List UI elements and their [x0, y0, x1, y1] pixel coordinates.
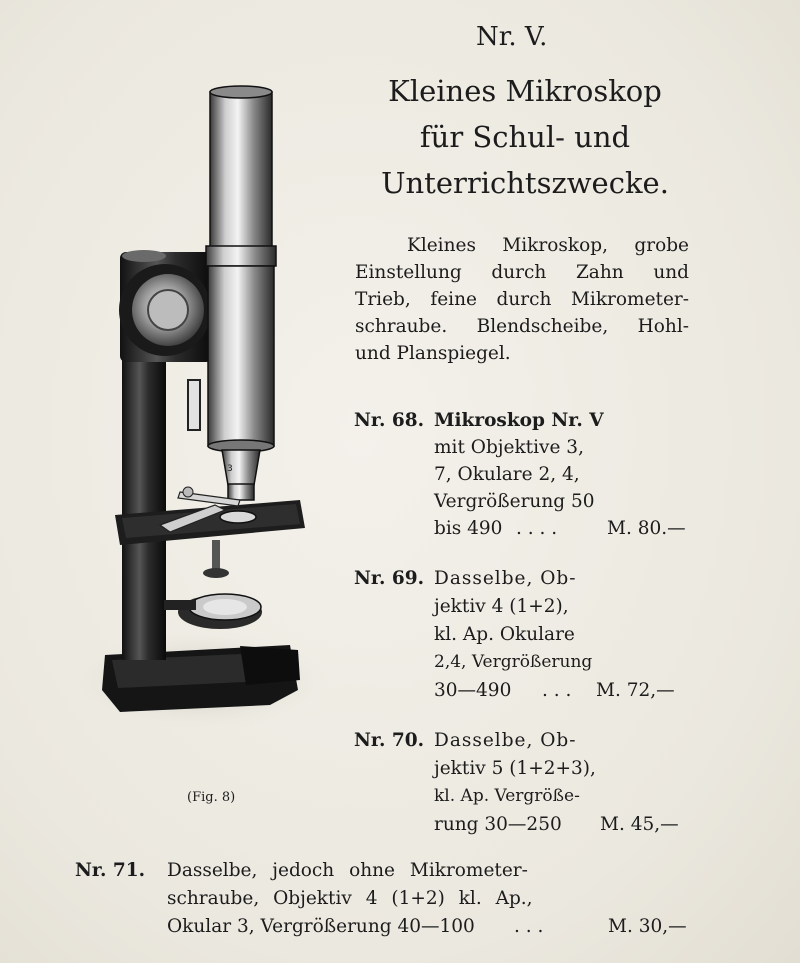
description-line: Einstellung durch Zahn und — [355, 262, 689, 283]
entry-69-line: 2,4, Vergrößerung — [434, 652, 593, 672]
entry-68-line: Mikroskop Nr. V — [434, 410, 604, 431]
entry-70-line: kl. Ap. Vergröße- — [434, 786, 580, 806]
entry-69-line: jektiv 4 (1+2), — [434, 596, 569, 617]
entry-71-price: M. 30,— — [608, 916, 687, 937]
entry-69-price: M. 72,— — [596, 680, 675, 701]
title-line-1: Kleines Mikroskop — [388, 74, 662, 108]
entry-68-line: 7, Okulare 2, 4, — [434, 464, 580, 485]
entry-70-line: rung 30—250 — [434, 814, 562, 835]
entry-69-line: Dasselbe, Ob- — [434, 568, 577, 589]
entry-68-line: mit Objektive 3, — [434, 437, 584, 458]
entry-69-line: kl. Ap. Okulare — [434, 624, 575, 645]
entry-68-line: bis 490 — [434, 518, 503, 539]
entry-71-line: Dasselbe, jedoch ohne Mikrometer- — [167, 860, 528, 881]
entry-number-69: Nr. 69. — [354, 568, 425, 589]
entry-70-line: jektiv 5 (1+2+3), — [434, 758, 596, 779]
objective-mark: 3 — [227, 464, 233, 474]
title-line-2: für Schul- und — [419, 120, 631, 154]
entry-71-dots: . . . — [514, 916, 544, 937]
description-line: und Planspiegel. — [355, 343, 511, 364]
entry-68-price: M. 80.— — [607, 518, 686, 539]
entry-71-line: schraube, Objektiv 4 (1+2) kl. Ap., — [167, 888, 533, 909]
entry-71-line: Okular 3, Vergrößerung 40—100 — [167, 916, 475, 937]
entry-69-dots: . . . — [542, 680, 572, 701]
entry-number-71: Nr. 71. — [75, 860, 146, 881]
entry-70-line: Dasselbe, Ob- — [434, 730, 577, 751]
description-line: schraube. Blendscheibe, Hohl- — [355, 316, 689, 337]
description-line: Kleines Mikroskop, grobe — [407, 235, 689, 256]
entry-68-dots: . . . . — [516, 518, 558, 539]
title-line-3: Unterrichtszwecke. — [381, 166, 669, 200]
entry-70-price: M. 45,— — [600, 814, 679, 835]
entry-number-70: Nr. 70. — [354, 730, 425, 751]
entry-69-line: 30—490 — [434, 680, 512, 701]
description-line: Trieb, feine durch Mikrometer- — [355, 289, 689, 310]
figure-caption: (Fig. 8) — [187, 790, 236, 805]
microscope-illustration-icon — [60, 80, 330, 740]
model-number-heading: Nr. V. — [476, 22, 548, 52]
description-paragraph — [355, 232, 689, 367]
entry-68-line: Vergrößerung 50 — [434, 491, 595, 512]
entry-number-68: Nr. 68. — [354, 410, 425, 431]
